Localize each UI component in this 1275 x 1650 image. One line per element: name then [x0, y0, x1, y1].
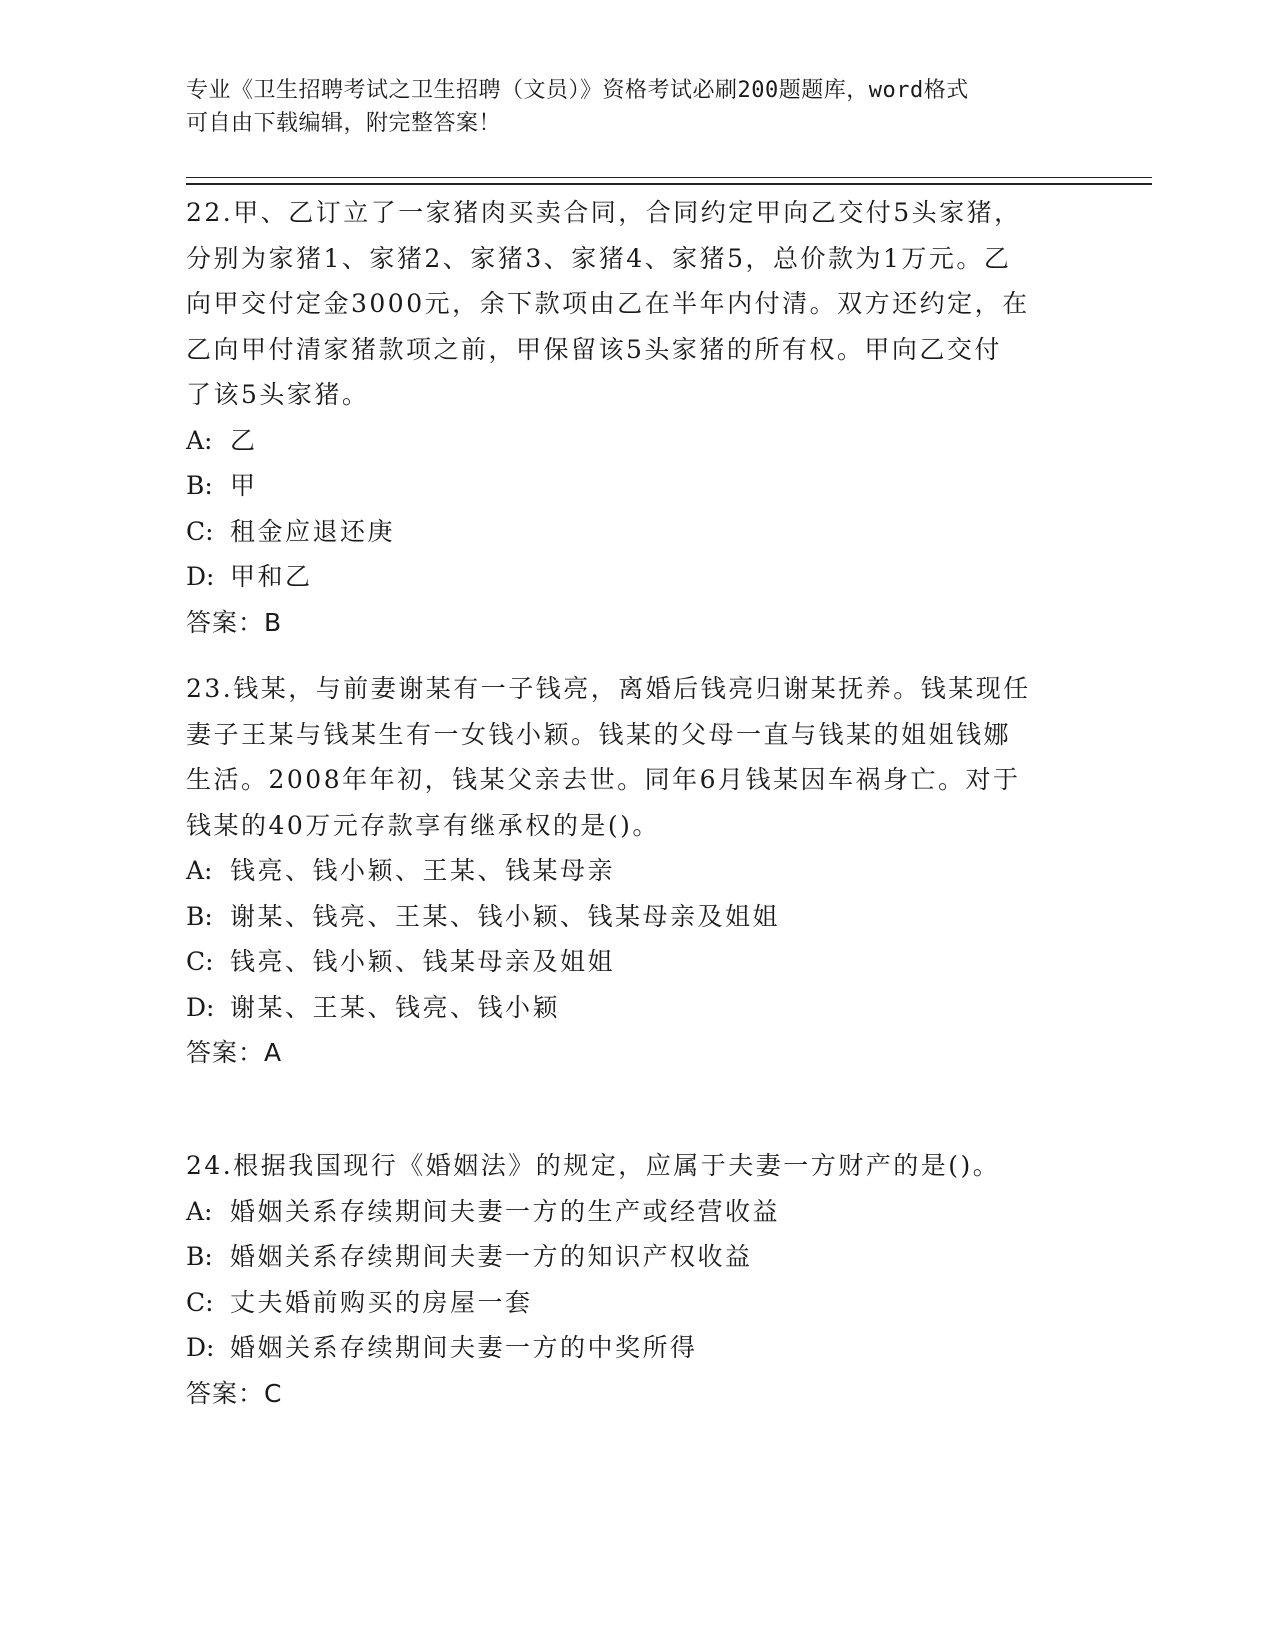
option-key: D:	[186, 992, 215, 1022]
option-d	[186, 985, 1086, 1031]
option-text: 丈夫婚前购买的房屋一套	[230, 1287, 533, 1317]
option-text: 租金应退还庚	[230, 516, 396, 546]
option-text: 钱亮、钱小颖、钱某母亲及姐姐	[230, 947, 616, 976]
option-text: 婚姻关系存续期间夫妻一方的中奖所得	[230, 1333, 698, 1362]
question-text-line: 妻子王某与钱某生有一女钱小颖。钱某的父母一直与钱某的姐姐钱娜	[186, 719, 1012, 749]
option-key: B:	[186, 1242, 213, 1271]
option-key: A:	[186, 856, 213, 885]
option-b	[186, 1234, 1086, 1280]
question-text-line: 了该5头家猪。	[186, 380, 370, 409]
option-d	[186, 554, 1086, 600]
question-text-line: 向甲交付定金3000元，余下款项由乙在半年内付清。双方还约定，在	[186, 289, 1030, 318]
option-a	[186, 418, 1086, 464]
option-text: 婚姻关系存续期间夫妻一方的知识产权收益	[230, 1242, 753, 1271]
option-d	[186, 1325, 1086, 1371]
option-key: C:	[186, 516, 214, 546]
question-text-line: 分别为家猪1、家猪2、家猪3、家猪4、家猪5，总价款为1万元。乙	[186, 243, 1012, 273]
option-key: B:	[186, 901, 213, 931]
header-line-1: 专业《卫生招聘考试之卫生招聘（文员）》资格考试必刷200题题库，word格式	[186, 78, 969, 103]
option-text: 谢某、王某、钱亮、钱小颖	[230, 992, 561, 1022]
question-23	[186, 666, 1086, 1076]
option-a	[186, 1189, 1086, 1235]
question-text-line: 23.钱某，与前妻谢某有一子钱亮，离婚后钱亮归谢某抚养。钱某现任	[186, 674, 1031, 703]
header-rule-thin	[186, 177, 1152, 178]
option-key: B:	[186, 471, 213, 500]
header-rule-thick	[186, 183, 1152, 185]
option-text: 婚姻关系存续期间夫妻一方的生产或经营收益	[230, 1196, 781, 1226]
option-a	[186, 848, 1086, 894]
option-key: D:	[186, 562, 215, 591]
option-b	[186, 463, 1086, 509]
option-b	[186, 894, 1086, 940]
question-text-line: 生活。2008年年初，钱某父亲去世。同年6月钱某因车祸身亡。对于	[186, 765, 1021, 794]
option-c	[186, 939, 1086, 985]
answer-label: 答案：A	[186, 1038, 283, 1067]
option-key: A:	[186, 1196, 213, 1226]
option-key: C:	[186, 1287, 214, 1317]
option-text: 钱亮、钱小颖、王某、钱某母亲	[230, 856, 616, 885]
question-text-line: 钱某的40万元存款享有继承权的是()。	[186, 810, 660, 840]
answer-label: 答案：C	[186, 1378, 283, 1408]
question-text-line: 24.根据我国现行《婚姻法》的规定，应属于夫妻一方财产的是()。	[186, 1151, 1001, 1180]
question-22	[186, 190, 1086, 645]
option-key: A:	[186, 425, 213, 455]
option-key: D:	[186, 1333, 215, 1362]
header-line-2: 可自由下载编辑，附完整答案！	[186, 111, 502, 136]
option-c	[186, 1280, 1086, 1326]
option-c	[186, 509, 1086, 555]
option-text: 谢某、钱亮、王某、钱小颖、钱某母亲及姐姐	[230, 901, 781, 931]
document-header	[186, 74, 1066, 140]
question-24	[186, 1143, 1086, 1416]
option-text: 乙	[230, 425, 258, 455]
option-text: 甲和乙	[230, 562, 313, 591]
question-text-line: 22.甲、乙订立了一家猪肉买卖合同，合同约定甲向乙交付5头家猪，	[186, 198, 1022, 227]
option-key: C:	[186, 947, 214, 976]
question-text-line: 乙向甲付清家猪款项之前，甲保留该5头家猪的所有权。甲向乙交付	[186, 334, 1002, 364]
answer-label: 答案：B	[186, 607, 283, 637]
option-text: 甲	[230, 471, 258, 500]
